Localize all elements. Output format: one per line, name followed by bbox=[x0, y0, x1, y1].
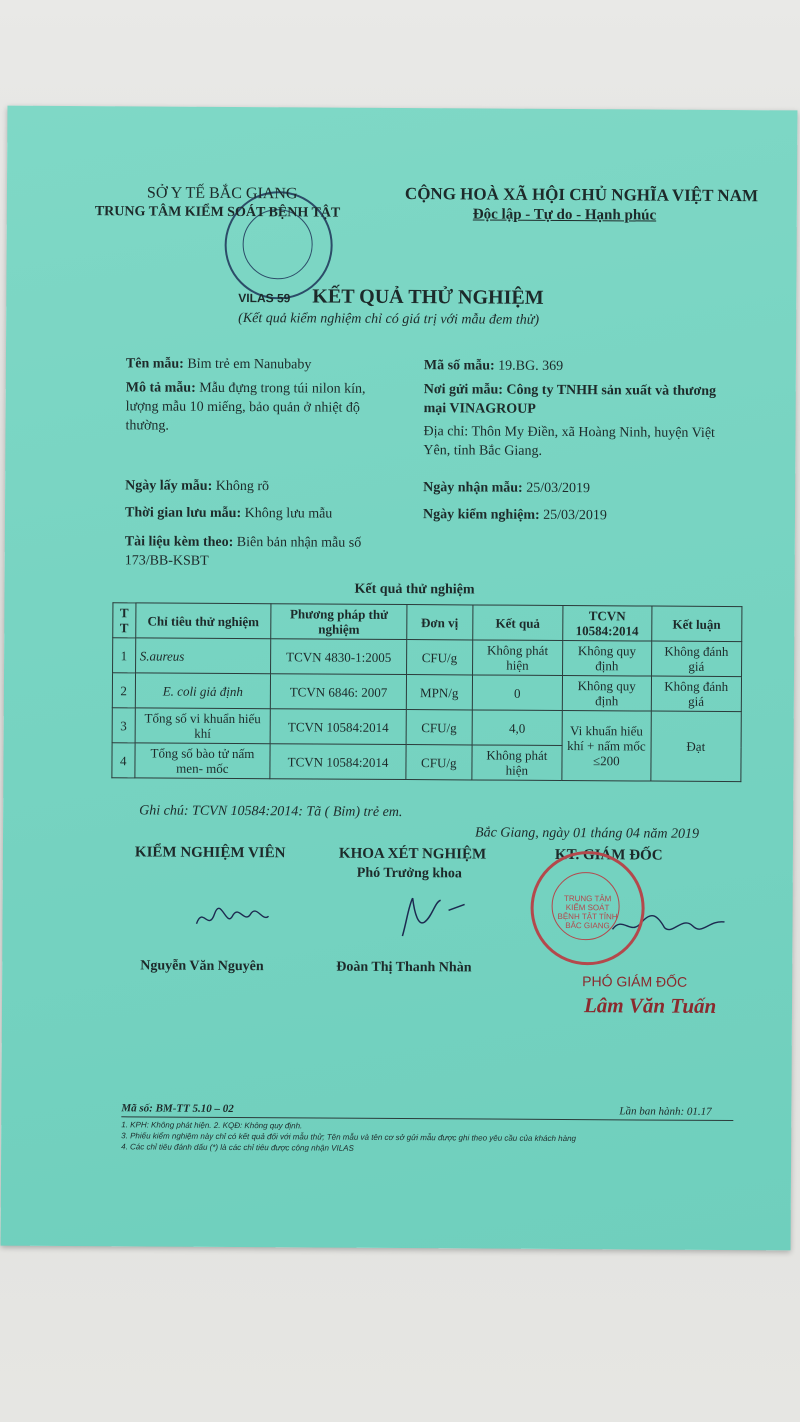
page-title: KẾT QUẢ THỬ NGHIỆM bbox=[312, 285, 544, 309]
sample-sender: Nơi gửi mẫu: Công ty TNHH sản xuất và thương mại VINAGROUP bbox=[423, 382, 717, 417]
cell-conclusion: Không đánh giá bbox=[651, 641, 742, 677]
official-stamp: TRUNG TÂM KIỂM SOÁT BỆNH TẬT TỈNH BẮC GIANG bbox=[530, 851, 645, 966]
header-department: SỞ Y TẾ BẮC GIANG bbox=[146, 184, 298, 203]
sample-received-date: Ngày nhận mẫu: 25/03/2019 bbox=[423, 480, 591, 497]
footer-note-1: 1. KPH: Không phát hiện. 2. KQĐ: Không quy định. bbox=[121, 1120, 303, 1131]
test-report-sheet bbox=[1, 106, 798, 1251]
cell-conclusion: Đạt bbox=[650, 711, 741, 782]
cell-unit: MPN/g bbox=[406, 675, 472, 710]
header-motto: Độc lập - Tự do - Hạnh phúc bbox=[472, 206, 657, 224]
cell-unit: CFU/g bbox=[406, 710, 472, 745]
th-no: T T bbox=[113, 603, 136, 638]
sample-address: Địa chỉ: Thôn My Điền, xã Hoàng Ninh, huyện Việt Yên, tỉnh Bắc Giang. bbox=[423, 424, 715, 459]
cell-standard: Không quy định bbox=[562, 675, 651, 711]
cell-conclusion: Không đánh giá bbox=[651, 676, 742, 712]
table-row bbox=[112, 708, 741, 747]
tester-title: KIỂM NGHIỆM VIÊN bbox=[134, 844, 286, 862]
cell-method: TCVN 10584:2014 bbox=[270, 709, 406, 745]
cell-result: Không phát hiện bbox=[472, 640, 563, 676]
cell-standard: Không quy định bbox=[563, 641, 652, 677]
deputy-title: PHÓ GIÁM ĐỐC bbox=[582, 973, 688, 990]
th-standard: TCVN 10584:2014 bbox=[563, 606, 652, 642]
header-center: TRUNG TÂM KIỂM SOÁT BỆNH TẬT bbox=[94, 204, 341, 221]
cell-no: 4 bbox=[112, 743, 135, 778]
cell-criterion: Tổng số vi khuẩn hiếu khí bbox=[135, 708, 271, 744]
deputy-name: Lâm Văn Tuấn bbox=[583, 993, 717, 1018]
cell-method: TCVN 6846: 2007 bbox=[271, 674, 407, 710]
lab-title: KHOA XÉT NGHIỆM bbox=[338, 845, 487, 863]
cell-standard: Vi khuẩn hiếu khí + nấm mốc ≤200 bbox=[562, 710, 651, 781]
vilas-badge: VILAS 59 bbox=[238, 291, 291, 306]
sample-test-date: Ngày kiểm nghiệm: 25/03/2019 bbox=[422, 507, 607, 524]
footer-note-2: 3. Phiếu kiểm nghiệm này chỉ có kết quả đối với mẫu thử; Tên mẫu và tên cơ sở gửi mẫu được ghi theo yêu cầu của khách hàng bbox=[121, 1131, 577, 1144]
lab-name: Đoàn Thị Thanh Nhàn bbox=[336, 959, 472, 976]
th-result: Kết quả bbox=[472, 605, 563, 641]
table-header-row bbox=[113, 603, 742, 642]
cell-result: Không phát hiện bbox=[472, 745, 563, 781]
cell-result: 0 bbox=[472, 675, 563, 711]
results-table bbox=[111, 602, 742, 782]
results-title: Kết quả thử nghiệm bbox=[354, 581, 475, 598]
sample-attachment: Tài liệu kèm theo: Biên bản nhận mẫu số 173/BB-KSBT bbox=[124, 534, 362, 569]
th-method: Phương pháp thử nghiệm bbox=[271, 604, 407, 640]
th-conclusion: Kết luận bbox=[651, 606, 742, 642]
form-code: Mã số: BM-TT 5.10 – 02 bbox=[121, 1102, 234, 1115]
cell-no: 1 bbox=[113, 638, 136, 673]
cell-method: TCVN 4830-1:2005 bbox=[271, 639, 407, 675]
sample-storage: Thời gian lưu mẫu: Không lưu mẫu bbox=[124, 505, 333, 522]
place-date: Bắc Giang, ngày 01 tháng 04 năm 2019 bbox=[475, 825, 700, 842]
lab-subtitle: Phó Trưởng khoa bbox=[356, 865, 462, 882]
cell-unit: CFU/g bbox=[406, 640, 472, 675]
cell-method: TCVN 10584:2014 bbox=[270, 744, 406, 780]
sample-taken-date: Ngày lấy mẫu: Không rõ bbox=[125, 478, 270, 495]
issue-number: Lần ban hành: 01.17 bbox=[619, 1105, 712, 1118]
th-criterion: Chỉ tiêu thử nghiệm bbox=[135, 603, 271, 639]
cell-no: 3 bbox=[112, 708, 135, 743]
header-country: CỘNG HOÀ XÃ HỘI CHỦ NGHĨA VIỆT NAM bbox=[404, 184, 759, 206]
tester-signature-icon bbox=[192, 902, 272, 936]
cell-no: 2 bbox=[112, 673, 135, 708]
table-row bbox=[112, 673, 741, 712]
footer-note-3: 4. Các chỉ tiêu đánh dấu (*) là các chỉ tiêu được công nhận VILAS bbox=[121, 1142, 354, 1153]
cell-unit: CFU/g bbox=[406, 745, 472, 780]
cell-criterion: E. coli giả định bbox=[135, 673, 271, 709]
table-note: Ghi chú: TCVN 10584:2014: Tã ( Bỉm) trẻ em. bbox=[139, 803, 403, 821]
sample-code: Mã số mẫu: 19.BG. 369 bbox=[423, 358, 564, 374]
director-title: KT. GIÁM ĐỐC bbox=[554, 846, 663, 864]
cell-criterion: S.aureus bbox=[135, 638, 271, 674]
sample-name: Tên mẫu: Bỉm trẻ em Nanubaby bbox=[125, 356, 312, 373]
tester-name: Nguyễn Văn Nguyên bbox=[140, 958, 264, 975]
cell-criterion: Tổng số bào tử nấm men- mốc bbox=[134, 743, 270, 779]
th-unit: Đơn vị bbox=[407, 605, 473, 640]
page-subtitle: (Kết quả kiểm nghiệm chỉ có giá trị với mẫu đem thử) bbox=[238, 311, 540, 328]
sample-description: Mô tả mẫu: Mẫu đựng trong túi nilon kín, lượng mẫu 10 miếng, bảo quản ở nhiệt độ thường. bbox=[125, 380, 366, 434]
cell-result: 4,0 bbox=[472, 710, 563, 746]
lab-signature-icon bbox=[394, 892, 484, 943]
table-row bbox=[113, 638, 742, 677]
